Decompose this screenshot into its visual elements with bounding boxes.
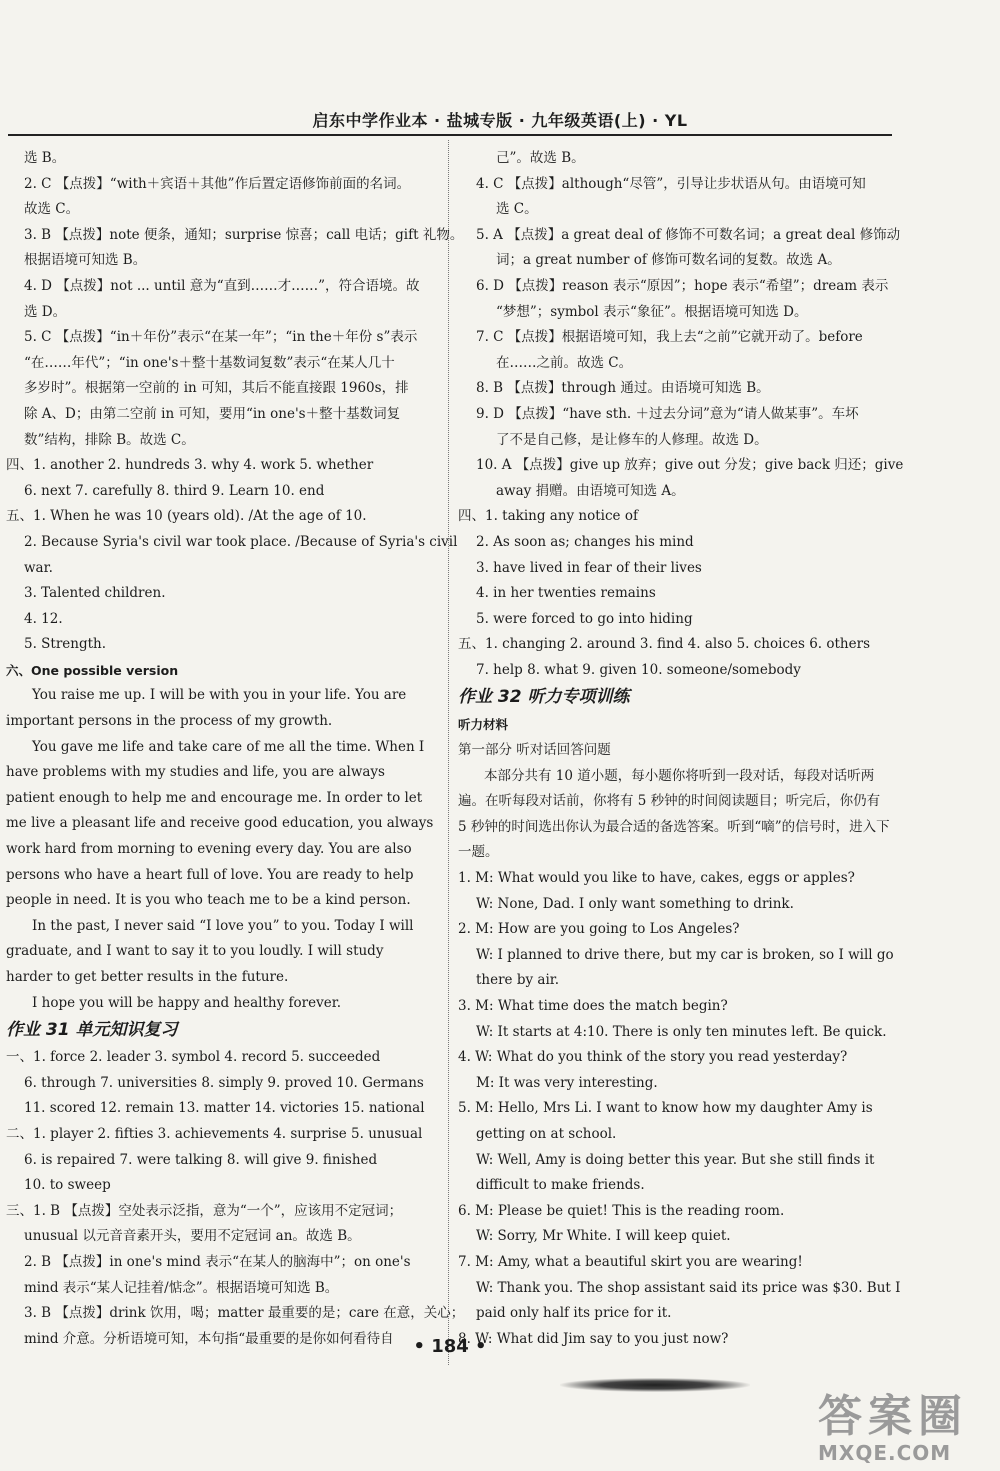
watermark-text: 答案圈 xyxy=(818,1391,968,1442)
text-line: 3. have lived in fear of their lives xyxy=(476,559,702,576)
text-line: 4. 12. xyxy=(24,610,63,627)
text-line: 在……之前。故选 C。 xyxy=(496,354,633,371)
text-line: difficult to make friends. xyxy=(476,1177,645,1194)
text-line: 6. D 【点拨】reason 表示“原因”；hope 表示“希望”；dream 表示 xyxy=(476,277,889,294)
text-line: 6. M: Please be quiet! This is the reading room. xyxy=(458,1202,785,1219)
text-line: 四、1. another 2. hundreds 3. why 4. work 5. whether xyxy=(6,457,374,474)
text-line: 五、1. When he was 10 (years old). /At the age of 10. xyxy=(6,508,367,525)
text-line: 10. to sweep xyxy=(24,1177,111,1194)
header-rule xyxy=(8,134,892,136)
text-line: “梦想”；symbol 表示“象征”。根据语境可知选 D。 xyxy=(496,303,808,320)
text-line: 4. in her twenties remains xyxy=(476,585,656,602)
right-column xyxy=(458,146,904,1352)
text-line: “在……年代”；“in one's＋整十基数词复数”表示“在某人几十 xyxy=(24,354,395,371)
text-line: W: It starts at 4:10. There is only ten minutes left. Be quick. xyxy=(476,1023,887,1040)
text-line: 4. C 【点拨】although“尽管”，引导让步状语从句。由语境可知 xyxy=(476,175,866,192)
text-line: mind 表示“某人记挂着/惦念”。根据语境可知选 B。 xyxy=(24,1279,339,1296)
text-line: 四、1. taking any notice of xyxy=(458,508,638,525)
text-line: 5. A 【点拨】a great deal of 修饰不可数名词；a great deal 修饰动 xyxy=(476,226,901,243)
text-line: 二、1. player 2. fifties 3. achievements 4. surprise 5. unusual xyxy=(6,1125,423,1142)
text-line: W: Sorry, Mr White. I will keep quiet. xyxy=(476,1228,731,1245)
text-line: W: None, Dad. I only want something to drink. xyxy=(476,895,794,912)
text-line: W: I planned to drive there, but my car is broken, so I will go xyxy=(476,946,894,963)
text-line: 根据语境可知选 B。 xyxy=(24,252,147,269)
text-line: 1. M: What would you like to have, cakes, eggs or apples? xyxy=(458,870,855,887)
text-paragraph: I hope you will be happy and healthy forever. xyxy=(32,994,341,1011)
text-line: 8. B 【点拨】through 通过。由语境可知选 B。 xyxy=(476,380,770,397)
text-line: 6. through 7. universities 8. simply 9. proved 10. Germans xyxy=(24,1074,424,1091)
text-line: 故选 C。 xyxy=(24,201,80,218)
text-paragraph: You gave me life and take care of me all the time. When I have problems with my studies and life, you are always patient enough to help me and encourage me. In order to let me live a pleasant life and receive good education, you always work hard from morning to evening every day. You are also persons who have a heart full of love. You are ready to help people in need. It is you who teach me to be a kind person. xyxy=(6,738,434,909)
text-line: 第一部分 听对话回答问题 xyxy=(458,742,611,759)
text-line: 五、1. changing 2. around 3. find 4. also 5. choices 6. others xyxy=(458,636,871,653)
text-line: 8. W: What did Jim say to you just now? xyxy=(458,1330,729,1347)
text-line: 2. C 【点拨】“with＋宾语＋其他”作后置定语修饰前面的名词。 xyxy=(24,175,411,192)
text-line: 三、1. B 【点拨】空处表示泛指，意为“一个”，应该用不定冠词； xyxy=(6,1202,403,1219)
page-header: 启东中学作业本 · 盐城专版 · 九年级英语(上) · YL xyxy=(312,111,688,130)
text-line: 选 D。 xyxy=(24,303,67,320)
text-line: getting on at school. xyxy=(476,1125,617,1142)
text-line: M: It was very interesting. xyxy=(476,1074,658,1091)
text-line: 2. M: How are you going to Los Angeles? xyxy=(458,921,740,938)
text-paragraph: In the past, I never said “I love you” to you. Today I will graduate, and I want to say it to you loudly. I will study harder to get better results in the future. xyxy=(6,917,414,985)
text-line: there by air. xyxy=(476,972,560,989)
text-line: 己”。故选 B。 xyxy=(496,150,585,166)
text-line: 2. Because Syria's civil war took place. /Because of Syria's civil xyxy=(24,533,458,550)
text-line: 7. M: Amy, what a beautiful skirt you are wearing! xyxy=(458,1253,803,1270)
subheading: 六、One possible version xyxy=(6,662,179,678)
text-line: 7. help 8. what 9. given 10. someone/somebody xyxy=(476,661,801,678)
text-line: 10. A 【点拨】give up 放弃；give out 分发；give back 归还；give xyxy=(476,457,904,474)
text-line: 9. D 【点拨】“have sth. ＋过去分词”意为“请人做某事”。车坏 xyxy=(476,405,859,422)
page-number: • 184 • xyxy=(413,1336,487,1357)
text-line: 7. C 【点拨】根据语境可知，我上去“之前”它就开动了。before xyxy=(476,329,863,346)
subheading: 听力材料 xyxy=(458,717,509,733)
watermark-url: MXQE.COM xyxy=(818,1441,952,1465)
text-line: 选 B。 xyxy=(24,150,66,166)
column-divider xyxy=(448,140,449,1365)
text-line: mind 介意。分析语境可知，本句指“最重要的是你如何看待自 xyxy=(24,1330,394,1347)
text-line: away 捐赠。由语境可知选 A。 xyxy=(496,482,685,499)
watermark-logo xyxy=(818,1392,994,1468)
text-line: 4. D 【点拨】not ... until 意为“直到……才……”，符合语境。故 xyxy=(24,277,420,294)
text-line: 4. W: What do you think of the story you read yesterday? xyxy=(458,1049,848,1066)
text-line: war. xyxy=(24,559,53,576)
text-line: 了不是自己修，是让修车的人修理。故选 D。 xyxy=(496,431,768,448)
text-line: 6. is repaired 7. were talking 8. will give 9. finished xyxy=(24,1151,378,1168)
text-line: 5. C 【点拨】“in＋年份”表示“在某一年”；“in the＋年份 s”表示 xyxy=(24,329,418,346)
section-heading: 作业 31 单元知识复习 xyxy=(6,1020,178,1041)
text-line: 11. scored 12. remain 13. matter 14. victories 15. national xyxy=(24,1100,425,1117)
scan-smudge xyxy=(560,1378,750,1392)
text-line: W: Thank you. The shop assistant said its price was $30. But I xyxy=(476,1279,901,1296)
text-line: 多岁时”。根据第一空前的 in 可知，其后不能直接跟 1960s，排 xyxy=(24,380,409,397)
text-line: 3. B 【点拨】note 便条，通知；surprise 惊喜；call 电话；gift 礼物。 xyxy=(24,226,464,243)
text-line: 3. M: What time does the match begin? xyxy=(458,998,728,1014)
text-line: 5. M: Hello, Mrs Li. I want to know how my daughter Amy is xyxy=(458,1100,873,1117)
text-line: 数”结构，排除 B。故选 C。 xyxy=(24,431,195,448)
text-line: 3. B 【点拨】drink 饮用，喝；matter 最重要的是；care 在意，关心； xyxy=(24,1305,465,1322)
text-line: 除 A、D；由第二空前 in 可知，要用“in one's＋整十基数词复 xyxy=(24,405,401,422)
text-paragraph: 本部分共有 10 道小题，每小题你将听到一段对话，每段对话听两遍。在听每段对话前，你将有 5 秒钟的时间阅读题目；听完后，你仍有 5 秒钟的时间选出你认为最合适的备选答案。听到“嘀”的信号时，进入下一题。 xyxy=(458,767,890,861)
section-heading: 作业 32 听力专项训练 xyxy=(458,687,630,708)
text-line: unusual 以元音音素开头，要用不定冠词 an。故选 B。 xyxy=(24,1228,361,1245)
text-paragraph: You raise me up. I will be with you in your life. You are important persons in the process of my growth. xyxy=(6,687,407,730)
text-line: 2. As soon as; changes his mind xyxy=(476,533,694,550)
text-line: 选 C。 xyxy=(496,201,538,218)
text-line: 5. were forced to go into hiding xyxy=(476,610,693,627)
text-line: 6. next 7. carefully 8. third 9. Learn 10. end xyxy=(24,482,325,499)
text-line: W: Well, Amy is doing better this year. But she still finds it xyxy=(476,1151,875,1168)
text-line: paid only half its price for it. xyxy=(476,1305,672,1322)
text-line: 3. Talented children. xyxy=(24,585,166,602)
text-line: 一、1. force 2. leader 3. symbol 4. record 5. succeeded xyxy=(6,1049,381,1066)
text-line: 词；a great number of 修饰可数名词的复数。故选 A。 xyxy=(496,252,841,269)
text-line: 5. Strength. xyxy=(24,636,107,653)
text-line: 2. B 【点拨】in one's mind 表示“在某人的脑海中”；on one's xyxy=(24,1253,411,1270)
